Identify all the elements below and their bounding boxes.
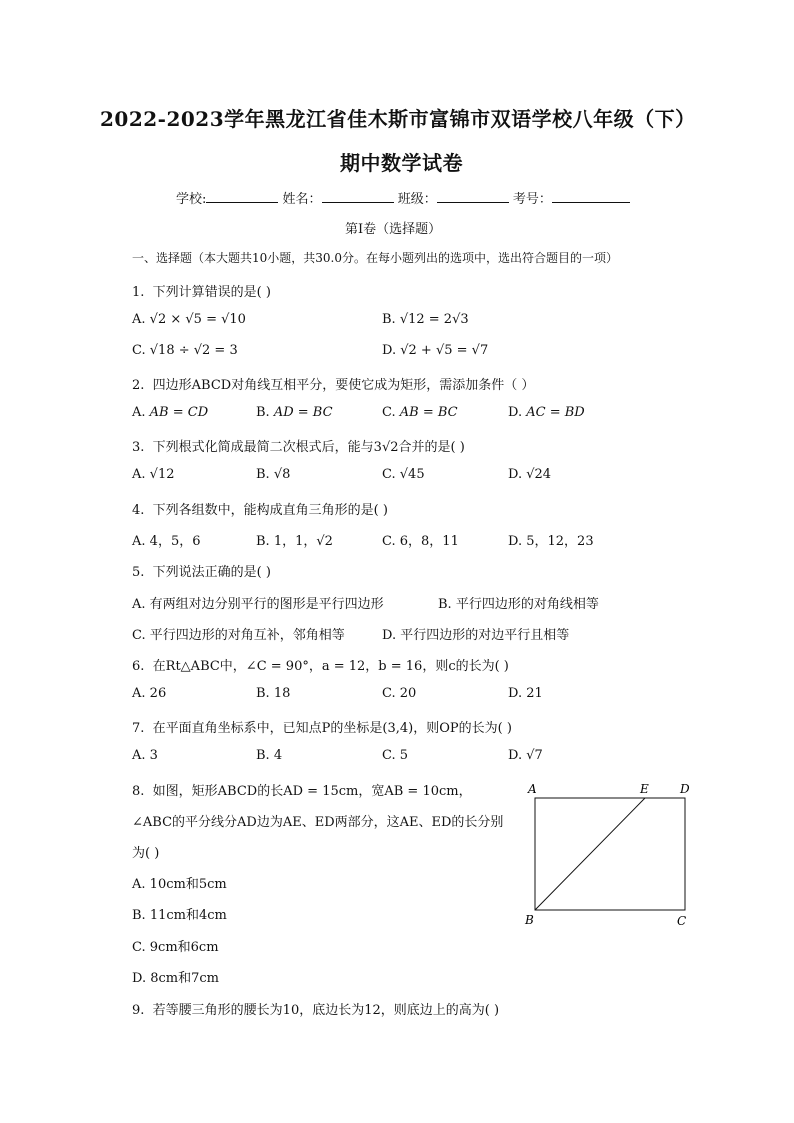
label-d: D [680,782,690,796]
info-line [176,188,630,207]
question-8-line2: ∠ABC的平分线分AD边为AE、ED两部分，这AE、ED的长分别 [132,815,504,830]
q7-option-c[interactable]: C. 5 [382,748,409,763]
q3-option-d[interactable]: D. √24 [508,467,552,482]
q3-option-a[interactable]: A. √12 [132,467,175,482]
question-9: 9. 若等腰三角形的腰长为10，底边长为12，则底边上的高为( ) [132,1003,500,1018]
question-8-line3: 为( ) [132,846,160,861]
q2-option-d[interactable]: D. AC = BD [508,405,585,420]
q1-option-b[interactable]: B. √12 = 2√3 [382,312,469,327]
name-label: 姓名： [282,192,322,207]
exam-no-label: 考号： [512,192,552,207]
volume-heading: 第Ⅰ卷（选择题） [345,222,442,237]
school-field[interactable] [206,188,278,203]
q7-option-b[interactable]: B. 4 [256,748,283,763]
question-2: 2. 四边形ABCD对角线互相平分，要使它成为矩形，需添加条件（ ） [132,378,535,393]
q7-option-d[interactable]: D. √7 [508,748,543,763]
q6-option-c[interactable]: C. 20 [382,686,417,701]
q2-option-a[interactable]: A. AB = CD [132,405,209,420]
title-line2: 期中数学试卷 [340,151,463,175]
label-b: B [525,913,534,927]
label-c: C [677,914,687,928]
name-field[interactable] [322,188,394,203]
q4-option-a[interactable]: A. 4，5，6 [132,534,201,549]
q5-option-d[interactable]: D. 平行四边形的对边平行且相等 [382,628,570,643]
question-7: 7. 在平面直角坐标系中，已知点P的坐标是(3,4)，则OP的长为( ) [132,721,512,736]
q6-option-d[interactable]: D. 21 [508,686,543,701]
rectangle-abcd [535,798,685,910]
school-label: 学校: [176,192,207,207]
q8-option-c[interactable]: C. 9cm和6cm [132,940,219,955]
question-6: 6. 在Rt△ABC中，∠C = 90°，a = 12，b = 16，则c的长为( ) [132,659,509,674]
q3-option-b[interactable]: B. √8 [256,467,291,482]
rectangle-figure [520,780,700,930]
question-4: 4. 下列各组数中，能构成直角三角形的是( ) [132,503,388,518]
q8-option-b[interactable]: B. 11cm和4cm [132,908,227,923]
question-8: 8. 如图，矩形ABCD的长AD = 15cm，宽AB = 10cm， [132,784,472,799]
q8-option-d[interactable]: D. 8cm和7cm [132,971,219,986]
q2-option-c[interactable]: C. AB = BC [382,405,458,420]
q7-option-a[interactable]: A. 3 [132,748,158,763]
q6-option-b[interactable]: B. 18 [256,686,291,701]
bisector-be [535,798,645,910]
label-e: E [640,782,649,796]
title-line1: 2022-2023学年黑龙江省佳木斯市富锦市双语学校八年级（下） [100,107,696,131]
q3-option-c[interactable]: C. √45 [382,467,425,482]
class-label: 班级： [397,192,437,207]
q2-option-b[interactable]: B. AD = BC [256,405,333,420]
question-3: 3. 下列根式化简成最简二次根式后，能与3√2合并的是( ) [132,440,465,455]
q5-option-c[interactable]: C. 平行四边形的对角互补，邻角相等 [132,628,345,643]
q5-option-b[interactable]: B. 平行四边形的对角线相等 [438,597,599,612]
q5-option-a[interactable]: A. 有两组对边分别平行的图形是平行四边形 [132,597,384,612]
q1-option-d[interactable]: D. √2 + √5 = √7 [382,343,489,358]
q1-option-c[interactable]: C. √18 ÷ √2 = 3 [132,343,238,358]
question-1: 1. 下列计算错误的是( ) [132,285,271,300]
exam-no-field[interactable] [552,188,630,203]
q4-option-d[interactable]: D. 5，12，23 [508,534,594,549]
q1-option-a[interactable]: A. √2 × √5 = √10 [132,312,246,327]
q6-option-a[interactable]: A. 26 [132,686,167,701]
q8-option-a[interactable]: A. 10cm和5cm [132,877,227,892]
question-5: 5. 下列说法正确的是( ) [132,565,271,580]
section-heading: 一、选择题（本大题共10小题，共30.0分。在每小题列出的选项中，选出符合题目的一项） [132,251,618,265]
q4-option-b[interactable]: B. 1，1，√2 [256,534,333,549]
label-a: A [528,782,537,796]
class-field[interactable] [437,188,509,203]
q4-option-c[interactable]: C. 6，8，11 [382,534,459,549]
